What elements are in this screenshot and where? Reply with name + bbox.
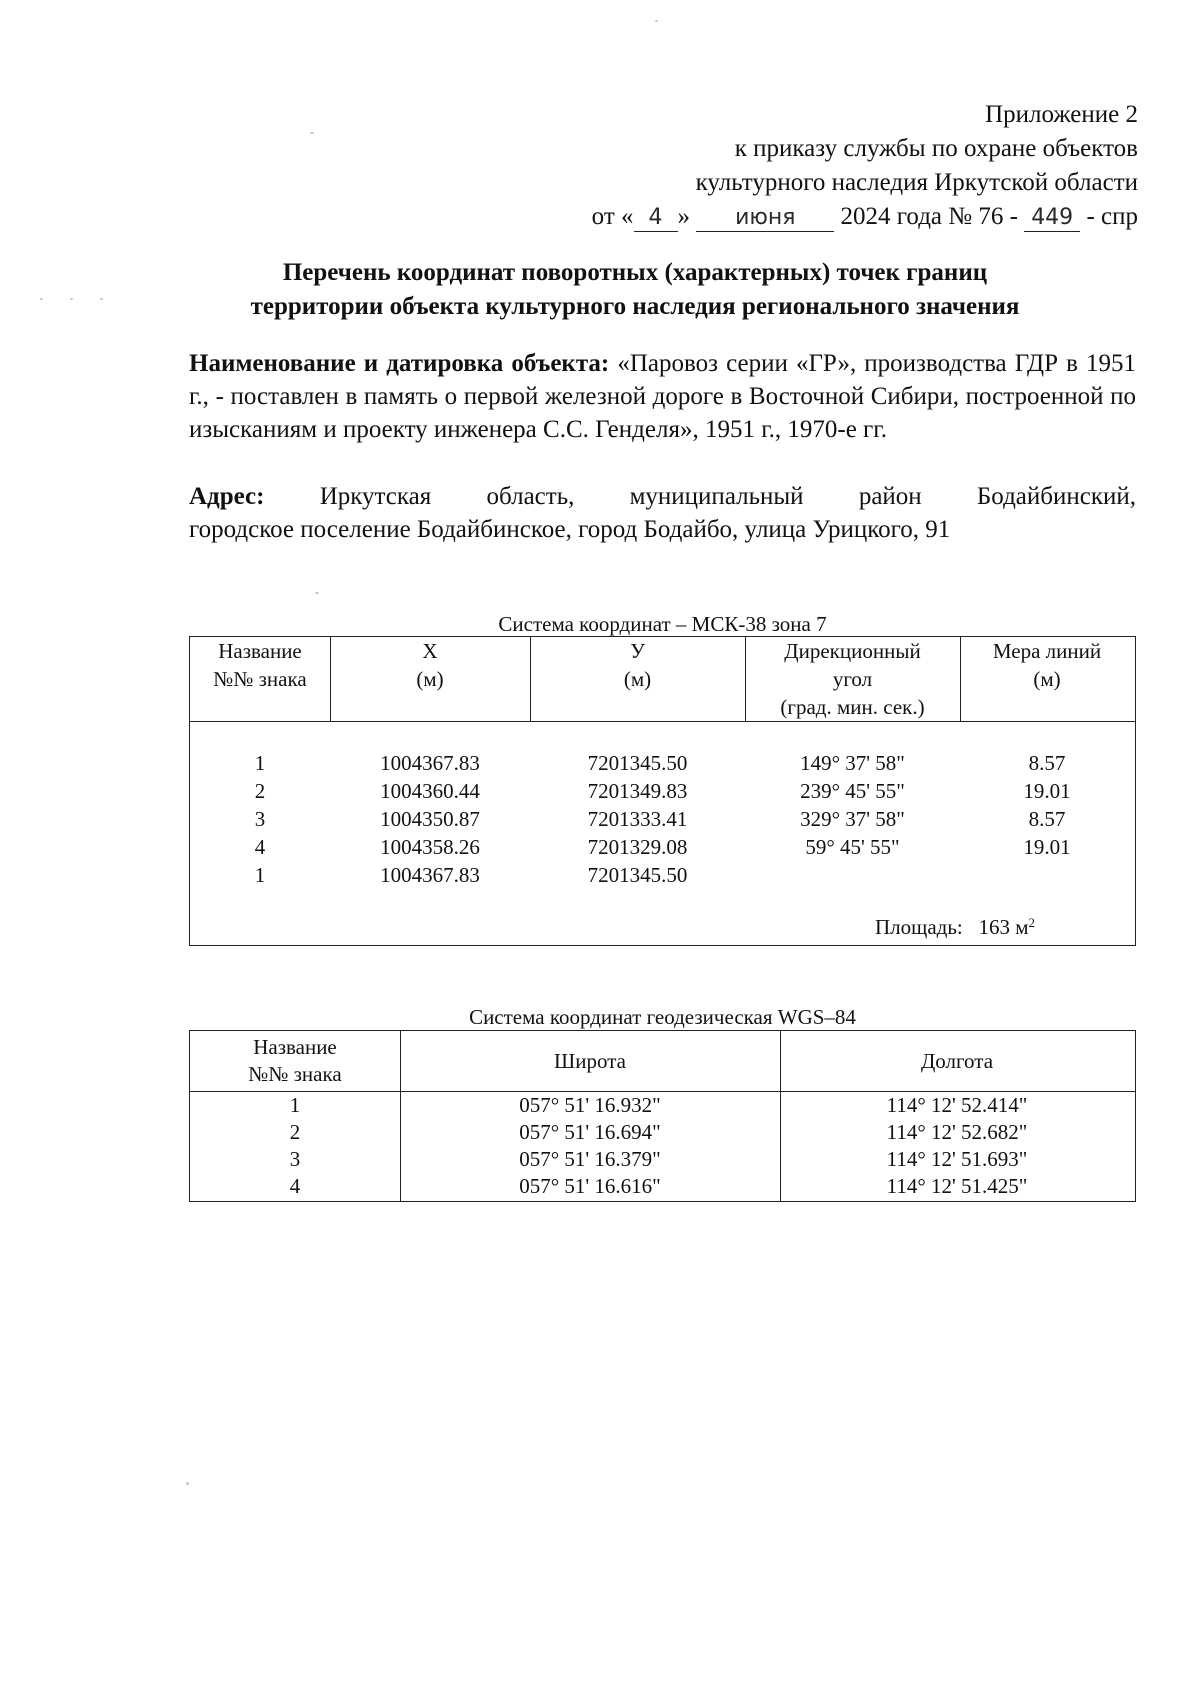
header-point-name: Название №№ знака	[213, 639, 307, 691]
msk38-table-header	[190, 637, 1135, 722]
scan-speck	[100, 298, 103, 300]
table-row: 4 057° 51' 16.616" 114° 12' 51.425"	[289, 1174, 1028, 1198]
address-text-line2: городское поселение Бодайбинское, город Бодайбо, улица Урицкого, 91	[189, 516, 951, 543]
address-label: Адрес:	[189, 483, 265, 510]
appendix-header	[592, 98, 1138, 234]
column-divider	[530, 637, 531, 721]
header-line-length: Мера линий (м)	[992, 639, 1102, 691]
title-line1: Перечень координат поворотных (характерных) точек границ	[282, 259, 988, 286]
document-title	[150, 256, 1120, 324]
scan-speck	[310, 132, 314, 134]
object-name-label: Наименование и датировка объекта:	[189, 350, 610, 377]
handwritten-order-number: 449	[1024, 205, 1080, 232]
scan-speck	[40, 298, 43, 300]
header-point-name: Название №№ знака	[248, 1035, 342, 1086]
order-reference-line1: к приказу службы по охране объектов	[734, 135, 1138, 162]
header-latitude: Широта	[554, 1048, 626, 1073]
header-longitude: Долгота	[920, 1048, 994, 1073]
date-prefix: от «	[591, 203, 634, 230]
table-row: 3 1004350.87 7201333.41 329° 37' 58" 8.57	[254, 807, 1066, 831]
handwritten-month: июня	[696, 205, 834, 232]
address-line1	[189, 480, 1136, 513]
column-divider	[745, 637, 746, 721]
appendix-title: Приложение 2	[985, 101, 1138, 128]
header-directional-angle: Дирекционный угол (град. мин. сек.)	[780, 639, 925, 719]
year-and-number: 2024 года № 76 -	[840, 203, 1018, 230]
wgs84-table-header	[190, 1031, 1135, 1092]
scan-speck	[70, 298, 73, 300]
table-row: 4 1004358.26 7201329.08 59° 45' 55" 19.01	[254, 835, 1071, 859]
table-row: 1 057° 51' 16.932" 114° 12' 52.414"	[289, 1093, 1028, 1117]
msk38-table-caption: Система координат – МСК-38 зона 7	[498, 612, 827, 636]
order-date-line	[592, 200, 1138, 234]
scan-speck	[655, 20, 658, 22]
object-name-text: «Паровоз серии «ГР», производства ГДР в 1951 г., - поставлен в память о первой железной дороге в Восточной Сибири, построенной по изысканиям и проекту инженера С.С. Генделя», 1951 г., 1970-е гг.	[189, 350, 1136, 443]
handwritten-day: 4	[634, 205, 678, 232]
date-mid: »	[677, 203, 691, 230]
address-text-line1: Иркутская область, муниципальный район Бодайбинский,	[319, 483, 1136, 510]
header-x: X (м)	[416, 639, 444, 691]
scan-speck	[315, 592, 319, 594]
area-value: 163 м	[978, 915, 1029, 939]
table-row: 2 1004360.44 7201349.83 239° 45' 55" 19.01	[254, 779, 1071, 803]
order-suffix: - спр	[1086, 203, 1138, 230]
area-label: Площадь:	[875, 915, 963, 939]
area-total	[875, 913, 1135, 941]
scan-speck	[186, 1482, 189, 1485]
object-name-paragraph	[189, 347, 1136, 446]
table-row: 3 057° 51' 16.379" 114° 12' 51.693"	[289, 1147, 1028, 1171]
table-row: 2 057° 51' 16.694" 114° 12' 52.682"	[289, 1120, 1028, 1144]
area-unit-superscript: 2	[1028, 915, 1036, 930]
address-paragraph	[189, 480, 1136, 546]
msk38-coordinates-table	[189, 636, 1136, 946]
table-row: 1 1004367.83 7201345.50	[254, 863, 688, 887]
column-divider	[330, 637, 331, 721]
order-reference-line2: культурного наследия Иркутской области	[695, 169, 1138, 196]
wgs84-coordinates-table	[189, 1030, 1136, 1202]
wgs84-table-caption: Система координат геодезическая WGS–84	[469, 1005, 856, 1029]
title-line2: территории объекта культурного наследия регионального значения	[250, 293, 1020, 320]
table-row: 1 1004367.83 7201345.50 149° 37' 58" 8.57	[254, 751, 1066, 775]
header-y: У (м)	[623, 639, 652, 691]
column-divider	[960, 637, 961, 721]
